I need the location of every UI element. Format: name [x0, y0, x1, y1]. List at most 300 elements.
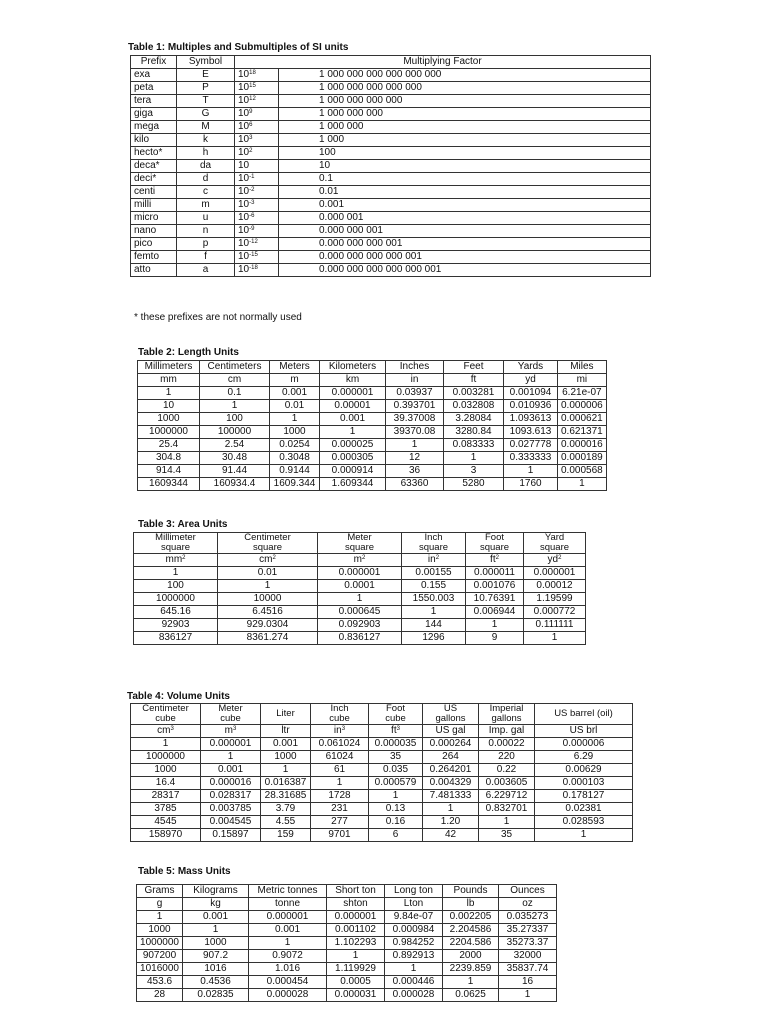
table-cell: 2.54 — [200, 439, 270, 452]
table-cell: 1 — [134, 567, 218, 580]
table-cell: 25.4 — [138, 439, 200, 452]
header-line: square — [252, 542, 283, 553]
table1-row — [131, 173, 651, 186]
symbol-cell: p — [177, 238, 235, 251]
prefix-cell: deca* — [131, 160, 177, 173]
table-cell: 1 — [318, 593, 402, 606]
table-cell: 0.000001 — [201, 738, 261, 751]
table-cell: 32000 — [499, 950, 557, 963]
table1-row — [131, 82, 651, 95]
superscript: 3 — [233, 726, 237, 732]
prefix-cell: giga — [131, 108, 177, 121]
table-cell: 0.000001 — [318, 567, 402, 580]
symbol-cell: M — [177, 121, 235, 134]
header-cell — [466, 533, 524, 554]
table5-row — [137, 924, 557, 937]
table-cell: 1000 — [183, 937, 249, 950]
table1-footnote: * these prefixes are not normally used — [134, 312, 302, 323]
header-cell: Multiplying Factor — [235, 56, 651, 69]
table-cell: 0.000016 — [558, 439, 607, 452]
factor-cell: 0.000 000 000 000 001 — [279, 251, 651, 264]
table-cell: 0.00155 — [402, 567, 466, 580]
table-cell: 35273.37 — [499, 937, 557, 950]
power-cell — [235, 199, 279, 212]
superscript: 2 — [362, 555, 366, 561]
table-cell: 0.000001 — [524, 567, 586, 580]
cell-text: US brl — [569, 725, 598, 736]
table-cell: 1000 — [261, 751, 311, 764]
table3-row — [134, 619, 586, 632]
unit-cell: m — [270, 374, 320, 387]
header-line: Yard — [544, 532, 565, 543]
table2-row — [138, 426, 607, 439]
table-cell: 0.178127 — [535, 790, 633, 803]
table-cell: 7.481333 — [423, 790, 479, 803]
table-cell: 6.29 — [535, 751, 633, 764]
table-cell: 0.027778 — [504, 439, 558, 452]
table-cell: 277 — [311, 816, 369, 829]
factor-cell: 0.000 001 — [279, 212, 651, 225]
table-cell: 0.001 — [183, 911, 249, 924]
unit-cell — [524, 554, 586, 567]
table-cell: 0.000016 — [201, 777, 261, 790]
header-line: Foot — [484, 532, 504, 543]
table-cell: 1 — [270, 413, 320, 426]
table-cell: 1 — [183, 924, 249, 937]
table-cell: 1000000 — [138, 426, 200, 439]
table1-row — [131, 225, 651, 238]
table-cell: 0.001 — [270, 387, 320, 400]
table-cell: 3.79 — [261, 803, 311, 816]
table-cell: 0.00012 — [524, 580, 586, 593]
table4-row — [131, 777, 633, 790]
table-cell: 28317 — [131, 790, 201, 803]
table-cell: 1.609344 — [320, 478, 386, 491]
table1-body — [131, 56, 651, 277]
header-line: Meter — [218, 703, 243, 714]
power-cell — [235, 238, 279, 251]
power-cell — [235, 225, 279, 238]
power-cell — [235, 251, 279, 264]
header-cell: Inches — [386, 361, 444, 374]
table-cell: 0.001 — [261, 738, 311, 751]
symbol-cell: f — [177, 251, 235, 264]
prefix-cell: deci* — [131, 173, 177, 186]
table-cell: 1016000 — [137, 963, 183, 976]
table-cell: 1000 — [131, 764, 201, 777]
table-cell: 0.061024 — [311, 738, 369, 751]
table-cell: 0.836127 — [318, 632, 402, 645]
prefix-cell: nano — [131, 225, 177, 238]
table-cell: 0.035273 — [499, 911, 557, 924]
unit-cell — [318, 554, 402, 567]
table-cell: 0.000031 — [327, 989, 385, 1002]
power-cell — [235, 82, 279, 95]
header-line: Meter — [347, 532, 372, 543]
table-cell: 0.13 — [369, 803, 423, 816]
superscript: 12 — [249, 96, 256, 102]
table-cell: 0.03937 — [386, 387, 444, 400]
table4-row — [131, 764, 633, 777]
table-cell: 0.032808 — [444, 400, 504, 413]
cell-text: 10 — [238, 160, 250, 171]
cell-text: mm — [165, 554, 183, 565]
table-cell: 0.001076 — [466, 580, 524, 593]
unit-cell — [131, 725, 201, 738]
cell-text: in — [427, 554, 436, 565]
table-cell: 1728 — [311, 790, 369, 803]
unit-cell: km — [320, 374, 386, 387]
table-cell: 0.0625 — [443, 989, 499, 1002]
table-cell: 1 — [138, 387, 200, 400]
table-cell: 16.4 — [131, 777, 201, 790]
table-cell: 144 — [402, 619, 466, 632]
table-cell: 100 — [134, 580, 218, 593]
table-cell: 0.111111 — [524, 619, 586, 632]
header-line: cube — [220, 713, 241, 724]
table4-row — [131, 790, 633, 803]
table-cell: 0.000011 — [466, 567, 524, 580]
header-line: cube — [385, 713, 406, 724]
table-cell: 1016 — [183, 963, 249, 976]
header-cell: Prefix — [131, 56, 177, 69]
table-cell: 0.00001 — [320, 400, 386, 413]
symbol-cell: m — [177, 199, 235, 212]
superscript: 2 — [495, 555, 499, 561]
table-cell: 0.832701 — [479, 803, 535, 816]
cell-text: yd — [547, 554, 559, 565]
table-cell: 0.000189 — [558, 452, 607, 465]
table-cell: 2204.586 — [443, 937, 499, 950]
power-cell — [235, 95, 279, 108]
table-cell: 6.229712 — [479, 790, 535, 803]
table-cell: 100 — [200, 413, 270, 426]
table-cell: 1.19599 — [524, 593, 586, 606]
table-cell: 0.092903 — [318, 619, 402, 632]
unit-cell: g — [137, 898, 183, 911]
table-cell: 28.31685 — [261, 790, 311, 803]
unit-cell — [535, 725, 633, 738]
cell-text: 10 — [238, 121, 250, 132]
factor-cell: 0.000 000 000 000 000 001 — [279, 264, 651, 277]
table-cell: 39370.08 — [386, 426, 444, 439]
table-cell: 836127 — [134, 632, 218, 645]
header-cell: Metric tonnes — [249, 885, 327, 898]
table-cell: 907200 — [137, 950, 183, 963]
table4-header-row — [131, 704, 633, 725]
table-cell: 2.204586 — [443, 924, 499, 937]
factor-cell: 0.000 000 001 — [279, 225, 651, 238]
header-line: US barrel (oil) — [554, 708, 613, 719]
unit-cell — [261, 725, 311, 738]
table-cell: 2000 — [443, 950, 499, 963]
table-cell: 1 — [402, 606, 466, 619]
table-cell: 0.000621 — [558, 413, 607, 426]
cell-text: 10 — [238, 82, 250, 93]
cell-text: 10 — [238, 186, 250, 197]
table-cell: 35 — [479, 829, 535, 842]
symbol-cell: n — [177, 225, 235, 238]
symbol-cell: da — [177, 160, 235, 173]
table-cell: 0.333333 — [504, 452, 558, 465]
header-cell: Grams — [137, 885, 183, 898]
table-cell: 1 — [369, 790, 423, 803]
superscript: -12 — [249, 239, 258, 245]
superscript: 3 — [170, 726, 174, 732]
superscript: 2 — [435, 555, 440, 561]
table1-title: Table 1: Multiples and Submultiples of SI units — [128, 42, 349, 53]
header-line: cube — [329, 713, 350, 724]
header-cell: Kilograms — [183, 885, 249, 898]
header-cell — [261, 704, 311, 725]
cell-text: 10 — [238, 173, 250, 184]
table-cell: 10.76391 — [466, 593, 524, 606]
header-line: Inch — [330, 703, 349, 714]
header-cell: Ounces — [499, 885, 557, 898]
header-cell — [311, 704, 369, 725]
table-cell: 0.004545 — [201, 816, 261, 829]
table-cell: 0.000028 — [249, 989, 327, 1002]
table-cell: 0.264201 — [423, 764, 479, 777]
superscript: -15 — [249, 252, 258, 258]
unit-cell — [201, 725, 261, 738]
table-cell: 0.003281 — [444, 387, 504, 400]
table-cell: 0.000305 — [320, 452, 386, 465]
superscript: -1 — [249, 174, 255, 180]
superscript: 3 — [396, 726, 400, 732]
symbol-cell: c — [177, 186, 235, 199]
unit-cell: shton — [327, 898, 385, 911]
table3-container — [133, 532, 586, 645]
table5-row — [137, 989, 557, 1002]
header-cell: Pounds — [443, 885, 499, 898]
unit-cell: kg — [183, 898, 249, 911]
table5-header-row — [137, 885, 557, 898]
table-cell: 1609.344 — [270, 478, 320, 491]
table1-row — [131, 199, 651, 212]
header-cell — [423, 704, 479, 725]
symbol-cell: d — [177, 173, 235, 186]
table-cell: 914.4 — [138, 465, 200, 478]
cell-text: 10 — [238, 147, 250, 158]
table-cell: 35 — [369, 751, 423, 764]
table1-row — [131, 212, 651, 225]
table-cell: 1 — [311, 777, 369, 790]
factor-cell: 1 000 000 000 — [279, 108, 651, 121]
cell-text: 10 — [238, 212, 250, 223]
table-cell: 0.001 — [320, 413, 386, 426]
table-cell: 1 — [524, 632, 586, 645]
symbol-cell: k — [177, 134, 235, 147]
cell-text: m — [353, 554, 362, 565]
table-cell: 0.01 — [218, 567, 318, 580]
table-cell: 304.8 — [138, 452, 200, 465]
superscript: 2 — [272, 555, 276, 561]
symbol-cell: E — [177, 69, 235, 82]
superscript: 6 — [249, 122, 253, 128]
prefix-cell: hecto* — [131, 147, 177, 160]
table-cell: 1 — [443, 976, 499, 989]
table-cell: 42 — [423, 829, 479, 842]
table-cell: 158970 — [131, 829, 201, 842]
unit-cell: mm — [138, 374, 200, 387]
header-cell — [218, 533, 318, 554]
table-cell: 1.016 — [249, 963, 327, 976]
header-line: square — [344, 542, 375, 553]
table-cell: 4545 — [131, 816, 201, 829]
table4-container — [130, 703, 633, 842]
table2 — [137, 360, 607, 491]
power-cell — [235, 147, 279, 160]
table-cell: 36 — [386, 465, 444, 478]
table-cell: 1 — [249, 937, 327, 950]
header-cell: Symbol — [177, 56, 235, 69]
table1-row — [131, 251, 651, 264]
table-cell: 453.6 — [137, 976, 183, 989]
header-cell — [402, 533, 466, 554]
table-cell: 0.003605 — [479, 777, 535, 790]
table5-title: Table 5: Mass Units — [138, 866, 231, 877]
table-cell: 0.000454 — [249, 976, 327, 989]
table-cell: 929.0304 — [218, 619, 318, 632]
table-cell: 0.000001 — [249, 911, 327, 924]
header-line: square — [539, 542, 570, 553]
table-cell: 1 — [320, 426, 386, 439]
table3 — [133, 532, 586, 645]
table-cell: 35837.74 — [499, 963, 557, 976]
table-cell: 1 — [386, 439, 444, 452]
table-cell: 1 — [201, 751, 261, 764]
table-cell: 1609344 — [138, 478, 200, 491]
header-cell: Kilometers — [320, 361, 386, 374]
table-cell: 61 — [311, 764, 369, 777]
header-cell: Long ton — [385, 885, 443, 898]
prefix-cell: atto — [131, 264, 177, 277]
superscript: 18 — [249, 70, 256, 76]
table-cell: 1000 — [138, 413, 200, 426]
unit-cell: cm — [200, 374, 270, 387]
table-cell: 0.001 — [249, 924, 327, 937]
table-cell: 6 — [369, 829, 423, 842]
table-cell: 92903 — [134, 619, 218, 632]
cell-text: US gal — [435, 725, 466, 736]
table-cell: 9 — [466, 632, 524, 645]
table-cell: 1000000 — [134, 593, 218, 606]
table-cell: 0.00022 — [479, 738, 535, 751]
table-cell: 1.119929 — [327, 963, 385, 976]
table-cell: 0.3048 — [270, 452, 320, 465]
superscript: -2 — [249, 187, 255, 193]
header-cell — [369, 704, 423, 725]
unit-cell: Lton — [385, 898, 443, 911]
power-cell — [235, 264, 279, 277]
table-cell: 35.27337 — [499, 924, 557, 937]
table-cell: 0.001102 — [327, 924, 385, 937]
unit-cell — [369, 725, 423, 738]
table-cell: 39.37008 — [386, 413, 444, 426]
table-cell: 1.102293 — [327, 937, 385, 950]
table5-units-row — [137, 898, 557, 911]
table-cell: 16 — [499, 976, 557, 989]
prefix-cell: pico — [131, 238, 177, 251]
header-line: gallons — [491, 713, 522, 724]
header-line: square — [418, 542, 449, 553]
header-line: gallons — [435, 713, 466, 724]
table-cell: 0.028593 — [535, 816, 633, 829]
prefix-cell: peta — [131, 82, 177, 95]
table-cell: 160934.4 — [200, 478, 270, 491]
table3-row — [134, 567, 586, 580]
table4-units-row — [131, 725, 633, 738]
prefix-cell: centi — [131, 186, 177, 199]
table-cell: 0.002205 — [443, 911, 499, 924]
table-cell: 231 — [311, 803, 369, 816]
table-cell: 0.000001 — [327, 911, 385, 924]
table-cell: 0.393701 — [386, 400, 444, 413]
unit-cell: tonne — [249, 898, 327, 911]
table-cell: 0.028317 — [201, 790, 261, 803]
table4 — [130, 703, 633, 842]
cell-text: 10 — [238, 225, 250, 236]
factor-cell: 0.000 000 000 001 — [279, 238, 651, 251]
table4-title: Table 4: Volume Units — [127, 691, 230, 702]
table-cell: 0.000579 — [369, 777, 423, 790]
power-cell — [235, 212, 279, 225]
cell-text: 10 — [238, 95, 250, 106]
table-cell: 1 — [499, 989, 557, 1002]
header-line: US — [443, 703, 458, 714]
prefix-cell: femto — [131, 251, 177, 264]
table-cell: 1296 — [402, 632, 466, 645]
table3-row — [134, 580, 586, 593]
table-cell: 3280.84 — [444, 426, 504, 439]
cell-text: m — [224, 725, 233, 736]
table5-container — [136, 884, 557, 1002]
superscript: 2 — [182, 555, 186, 561]
superscript: -3 — [249, 200, 255, 206]
prefix-cell: kilo — [131, 134, 177, 147]
header-cell — [479, 704, 535, 725]
table-cell: 0.15897 — [201, 829, 261, 842]
table-cell: 0.035 — [369, 764, 423, 777]
unit-cell — [218, 554, 318, 567]
prefix-cell: tera — [131, 95, 177, 108]
table-cell: 0.22 — [479, 764, 535, 777]
table2-row — [138, 400, 607, 413]
prefix-cell: exa — [131, 69, 177, 82]
symbol-cell: u — [177, 212, 235, 225]
cell-text: 10 — [238, 251, 250, 262]
table-cell: 0.000568 — [558, 465, 607, 478]
header-line: Centimeter — [244, 532, 291, 543]
symbol-cell: T — [177, 95, 235, 108]
table-cell: 2239.859 — [443, 963, 499, 976]
superscript: 3 — [249, 135, 253, 141]
table-cell: 1 — [131, 738, 201, 751]
factor-cell: 1 000 — [279, 134, 651, 147]
table3-row — [134, 606, 586, 619]
header-cell — [524, 533, 586, 554]
table1-row — [131, 160, 651, 173]
superscript: -9 — [249, 226, 255, 232]
table-cell: 907.2 — [183, 950, 249, 963]
header-cell — [131, 704, 201, 725]
factor-cell: 1 000 000 000 000 000 — [279, 82, 651, 95]
factor-cell: 100 — [279, 147, 651, 160]
header-line: square — [479, 542, 510, 553]
table1-row — [131, 186, 651, 199]
table-cell: 9701 — [311, 829, 369, 842]
